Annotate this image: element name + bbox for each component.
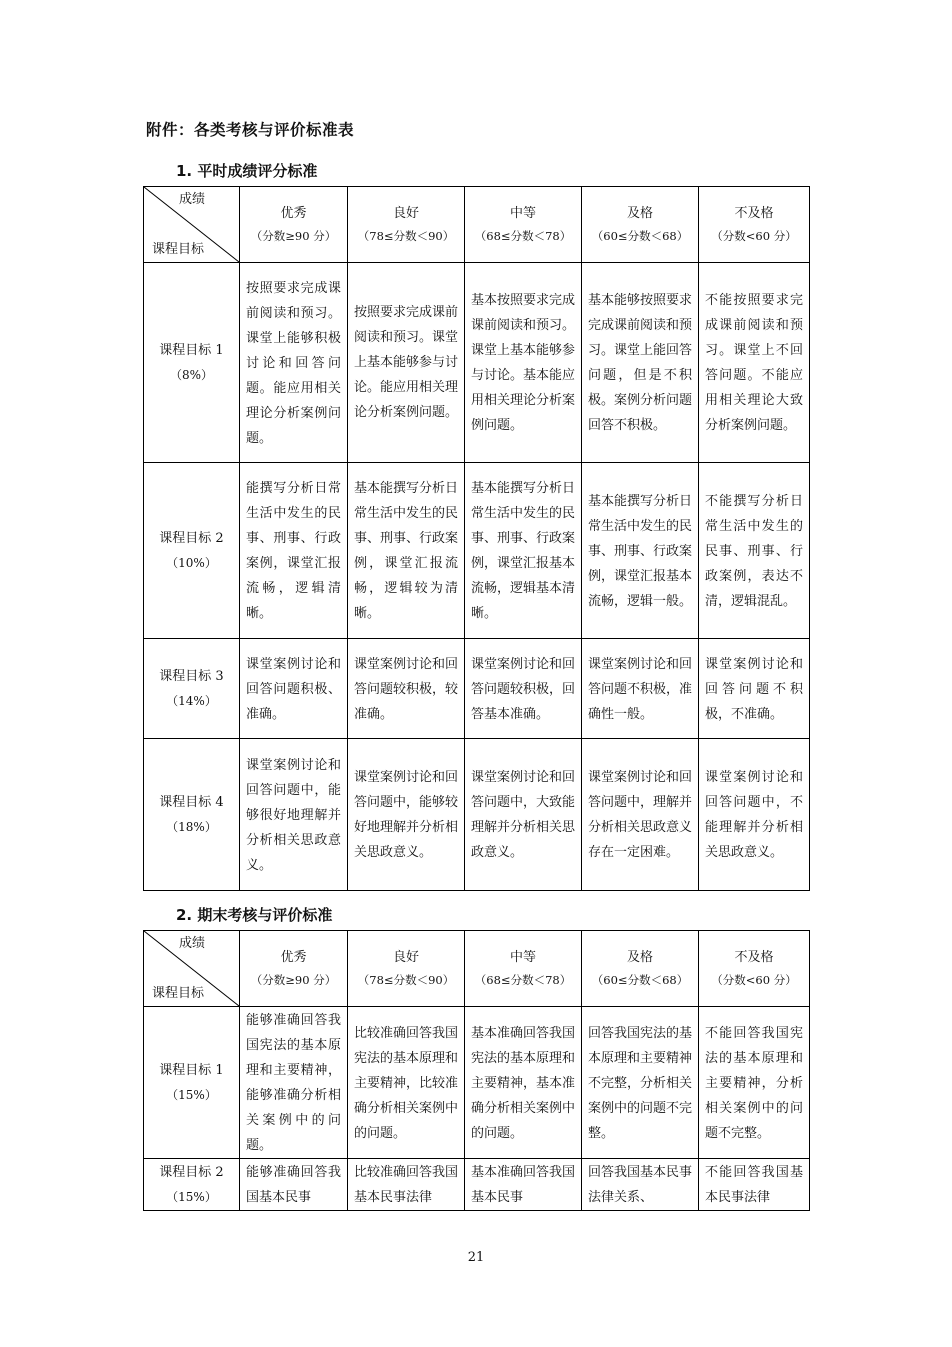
criteria-cell: 课堂案例讨论和 回答问题积极、 准确。: [240, 639, 348, 739]
corner-grade-label: 成绩: [178, 936, 205, 951]
criteria-cell: 基本准确回答我国基本民事: [465, 1159, 582, 1211]
criteria-cell: 课堂案例讨论和 回答问题中，能 够很好地理解并 分析相关思政意义。: [240, 739, 348, 891]
goal-cell: 课程目标 3 （14%）: [144, 639, 240, 739]
grade-header-excellent: 优秀 （分数≥90 分）: [240, 187, 348, 263]
table-header-row: [144, 931, 810, 1007]
page-number: 21: [467, 1250, 485, 1265]
grade-header-good: 良好 （78≤分数＜90）: [348, 931, 465, 1007]
corner-grade-label: 成绩: [178, 192, 205, 207]
goal-cell: 课程目标 4 （18%）: [144, 739, 240, 891]
criteria-cell: 不能回答我国基本民事法律: [699, 1159, 810, 1211]
criteria-cell: 基本能撰写分析日常生活中发生的民事、刑事、行政案例，课堂汇报基本流畅，逻辑基本清晰。: [465, 463, 582, 639]
criteria-cell: 回答我国宪法的基本原理和主要精神不完整，分析相关案例中的问题不完整。: [582, 1007, 699, 1159]
grade-header-fail: 不及格 （分数<60 分）: [699, 931, 810, 1007]
criteria-cell: 不能回答我国宪法的基本原理和主要精神，分析相关案例中的问题不完整。: [699, 1007, 810, 1159]
criteria-cell: 不能按照要求完成课前阅读和预习。课堂上不回答问题。不能应用相关理论大致分析案例问题。: [699, 263, 810, 463]
corner-header-cell: [144, 187, 240, 263]
criteria-cell: 能够准确回答我国基本民事: [240, 1159, 348, 1211]
goal-cell: 课程目标 1 （15%）: [144, 1007, 240, 1159]
criteria-cell: 按照要求完成课 前阅读和预习。课堂上能够积极 讨论和回答问题。能应用相关 理论分析案例问 题。: [240, 263, 348, 463]
section1-title: 1. 平时成绩评分标准: [176, 162, 318, 180]
corner-header-cell: [144, 931, 240, 1007]
regular-grade-table: [143, 186, 810, 891]
criteria-cell: 课堂案例讨论和回答问题不积极，不准确。: [699, 639, 810, 739]
grade-header-good: 良好 （78≤分数＜90）: [348, 187, 465, 263]
criteria-cell: 基本准确回答我国宪法的基本原理和主要精神，基本准确分析相关案例中的问题。: [465, 1007, 582, 1159]
criteria-cell: 回答我国基本民事法律关系、: [582, 1159, 699, 1211]
criteria-cell: 基本按照要求完成课前阅读和预习。课堂上基本能够参与讨论。基本能应用相关理论分析案例问题。: [465, 263, 582, 463]
page-title: 附件：各类考核与评价标准表: [146, 121, 355, 139]
criteria-cell: 课堂案例讨论和回答问题较积极，回答基本准确。: [465, 639, 582, 739]
goal-cell: 课程目标 2 （10%）: [144, 463, 240, 639]
criteria-cell: 基本能够按照要求完成课前阅读和预习。课堂上能回答问题，但是不积极。案例分析问题回答不积极。: [582, 263, 699, 463]
criteria-cell: 能够准确回答我国宪法的基本原理和主要精神，能够准确分析相关案例中的问题。: [240, 1007, 348, 1159]
table-row: [144, 1007, 810, 1159]
grade-header-medium: 中等 （68≤分数＜78）: [465, 187, 582, 263]
criteria-cell: 课堂案例讨论和回答问题中，能够较好地理解并分析相关思政意义。: [348, 739, 465, 891]
final-exam-table: [143, 930, 810, 1211]
corner-goal-label: 课程目标: [152, 986, 205, 1001]
criteria-cell: 课堂案例讨论和回答问题中，理解并分析相关思政意义存在一定困难。: [582, 739, 699, 891]
criteria-cell: 课堂案例讨论和回答问题不积极，准确性一般。: [582, 639, 699, 739]
table-row: [144, 463, 810, 639]
grade-header-excellent: 优秀 （分数≥90 分）: [240, 931, 348, 1007]
table-row: [144, 263, 810, 463]
grade-header-pass: 及格 （60≤分数＜68）: [582, 931, 699, 1007]
criteria-cell: 课堂案例讨论和回答问题中，大致能理解并分析相关思政意义。: [465, 739, 582, 891]
grade-header-medium: 中等 （68≤分数＜78）: [465, 931, 582, 1007]
criteria-cell: 比较准确回答我国宪法的基本原理和主要精神，比较准确分析相关案例中的问题。: [348, 1007, 465, 1159]
goal-cell: 课程目标 2 （15%）: [144, 1159, 240, 1211]
table-row: [144, 639, 810, 739]
grade-header-fail: 不及格 （分数<60 分）: [699, 187, 810, 263]
section2-title: 2. 期末考核与评价标准: [176, 906, 333, 924]
table-header-row: [144, 187, 810, 263]
criteria-cell: 按照要求完成课前阅读和预习。课堂上基本能够参与讨论。能应用相关理论分析案例问题。: [348, 263, 465, 463]
table-row: [144, 1159, 810, 1211]
criteria-cell: 课堂案例讨论和回答问题较积极，较准确。: [348, 639, 465, 739]
criteria-cell: 能撰写分析日常生活中发生的民事、刑事、行政案例，课堂汇报流畅，逻辑清晰。: [240, 463, 348, 639]
grade-header-pass: 及格 （60≤分数＜68）: [582, 187, 699, 263]
criteria-cell: 基本能撰写分析日常生活中发生的民事、刑事、行政案例，课堂汇报流畅，逻辑较为清晰。: [348, 463, 465, 639]
criteria-cell: 基本能撰写分析日常生活中发生的民事、刑事、行政案例，课堂汇报基本流畅，逻辑一般。: [582, 463, 699, 639]
criteria-cell: 课堂案例讨论和回答问题中，不能理解并分析相关思政意义。: [699, 739, 810, 891]
criteria-cell: 不能撰写分析日常生活中发生的民事、刑事、行政案例，表达不清，逻辑混乱。: [699, 463, 810, 639]
corner-goal-label: 课程目标: [152, 242, 205, 257]
table-row: [144, 739, 810, 891]
goal-cell: 课程目标 1 （8%）: [144, 263, 240, 463]
criteria-cell: 比较准确回答我国基本民事法律: [348, 1159, 465, 1211]
